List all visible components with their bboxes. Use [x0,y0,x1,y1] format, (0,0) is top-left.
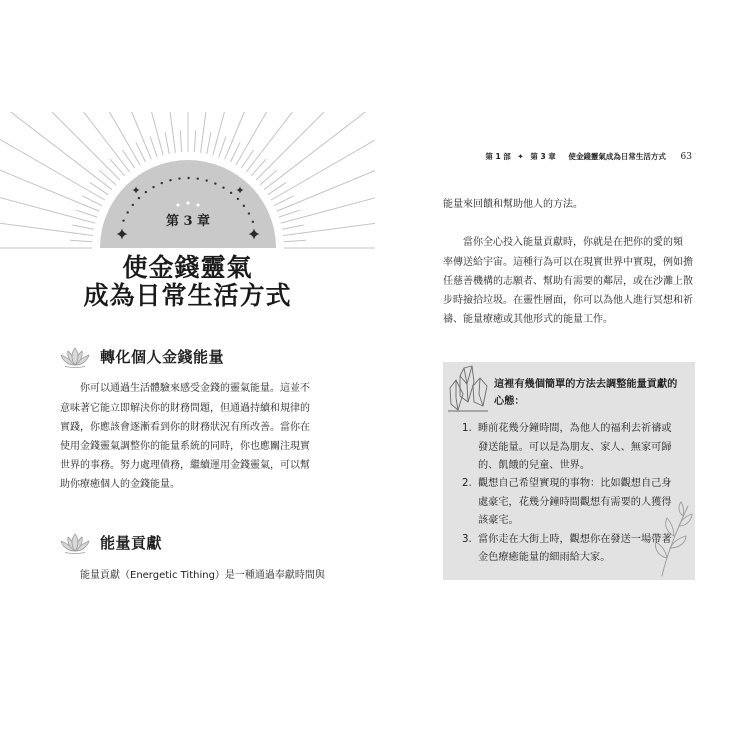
sunburst-ray-short [251,159,266,176]
sunburst-ray-short [110,159,125,176]
sunburst-ray [246,0,375,172]
sunburst-ray-short [99,170,116,185]
separator-icon: ✦ [517,152,524,161]
paragraph-line: 世界的事務。努力處理債務，繼續運用金錢靈氣，可以幫 [60,460,310,471]
chapter-title-line-1: 使金錢靈氣 [122,253,253,282]
sunburst-ray-short [70,240,92,241]
sunburst-ray [256,22,375,180]
chapter-label: 第 3 章 [530,152,556,161]
list-item-line: 當你走在大街上時，觀想你在發送一場帶著 [478,534,672,545]
sunburst-ray [281,165,375,223]
lotus-base [65,553,85,554]
crystal-facet [464,368,468,402]
plant-leaf [679,514,692,526]
arc-dot [169,179,171,181]
sunburst-ray-short [284,240,306,241]
arc-dot [197,177,199,179]
sunburst-ray [105,0,163,155]
sunburst-ray [0,22,120,180]
lotus-petals [61,348,89,365]
lotus-icon [58,532,92,554]
sunburst-ray [264,53,375,189]
sunburst-ray [201,0,230,153]
arc-dot [132,204,134,206]
sunburst-ray-short [230,142,240,162]
paragraph-line: 能量貢獻（Energetic Tithing）是一種通過奉獻時間與 [80,570,325,581]
sunburst-ray-short [136,142,146,162]
arc-dot [252,221,254,223]
list-item-line: 的、飢餓的兒童、世界。 [478,460,591,471]
crystal-facets [448,366,488,411]
list-item-line: 該豪宅。 [478,515,519,526]
sunburst-ray-short [279,210,300,217]
list-item-line: 處豪宅，花幾分鐘時間觀想有需要的人獲得 [478,497,672,508]
sunburst-ray [0,165,95,223]
paragraph-line: 當你全心投入能量貢獻時，你就是在把你的愛的頻 [463,237,683,248]
sunburst-ray [146,0,175,153]
sunburst-ray-short [260,170,277,185]
sunburst-ray-short [180,130,181,152]
sunburst-ray [0,53,112,189]
paragraph-line: 任慈善機構的志願者、幫助有需要的鄰居，或在沙灘上散 [443,276,693,287]
list-item-number: 1. [462,423,472,434]
section-heading-1: 轉化個人金錢能量 [100,348,225,366]
arc-dot [138,197,140,199]
list-item-line: 觀想自己希望實現的事物：比如觀想自己身 [478,478,672,489]
arc-dot [243,205,245,207]
list-item-number: 2. [462,478,472,489]
sunburst-ray-short [219,136,226,157]
section-heading-2: 能量貢獻 [100,534,163,552]
arc-dot [122,219,124,221]
sunburst-ray [28,0,140,165]
arc-dot [248,212,250,214]
crystal-icon [446,364,490,414]
paragraph-line: 使用金錢靈氣調整你的能量系統的同時，你也應關注現實 [60,441,310,452]
arc-dot [187,177,189,179]
crystal-facet [460,366,472,384]
paragraph-line: 你可以通過生活體驗來感受金錢的靈氣能量。這並不 [80,383,310,394]
paragraph-line: 步時撿拾垃圾。在靈性層面，你可以為他人進行冥想和祈 [443,295,693,306]
sunburst-ray-short [274,196,294,206]
paragraph-line: 禱、能量療癒或其他形式的能量工作。 [443,314,613,325]
paragraph-line: 率傳送給宇宙。這種行為可以在現實世界中實現，例如擔 [443,257,693,268]
sunburst-ray [225,0,311,159]
sunburst-ray [66,0,152,159]
lotus-base [65,367,85,368]
sunburst-ray-short [207,132,211,154]
tip-box-intro-line: 心態： [494,396,525,407]
sunburst-ray-short [72,225,94,229]
crystal-facet [450,380,463,410]
plant-leaf [679,502,684,516]
part-label: 第 1 部 [485,152,511,161]
crystal-facet [456,380,458,410]
arc-dot [214,182,216,184]
sunburst-ray-short [194,130,195,152]
sunburst-ray-short [150,136,157,157]
sunburst-ray-short [76,210,97,217]
sunburst-ray-short [165,132,169,154]
paragraph-line: 助你療癒個人的金錢能量。 [60,479,180,490]
chapter-title-line-2: 成為日常生活方式 [83,281,292,310]
arc-dot [206,179,208,181]
chapter-number-label: 第 3 章 [165,214,211,229]
arc-dot [222,186,224,188]
paragraph-line: 意味著它能立即解決你的財務問題，但通過持續和規律的 [60,403,310,414]
arc-dot [178,177,180,179]
running-header [485,151,692,163]
list-item-line: 睡前花幾分鐘時間，為他人的福利去祈禱或 [478,423,672,434]
paragraph-line: 能量來回饋和幫助他人的方法。 [443,199,583,210]
paragraph-line: 實踐，你應該會逐漸看到你的財務狀況有所改善。當你在 [60,422,310,433]
arc-dot [145,191,147,193]
tip-box-intro-line: 這裡有幾個簡單的方法去調整能量貢獻的 [494,379,678,390]
lotus-petals [61,534,89,551]
crystal-facet [479,378,483,406]
arc-dot [126,211,128,213]
arc-dot [230,192,232,194]
arc-dot [152,186,154,188]
running-title: 使金錢靈氣成為日常生活方式 [568,152,666,161]
arc-dot [237,198,239,200]
sunburst-ray-short [282,225,304,229]
sunburst-ray [0,0,130,172]
sunburst-ray [213,0,271,155]
arc-dot [161,182,163,184]
list-item-number: 3. [462,534,472,545]
page-number: 63 [680,152,692,162]
list-item-line: 發送能量。可以是為朋友、家人、無家可歸 [478,442,672,453]
list-item-line: 金色療癒能量的細雨給大家。 [478,552,611,563]
lotus-icon [58,346,92,368]
sunburst-ray [236,0,348,165]
sunburst-ray-short [82,196,102,206]
